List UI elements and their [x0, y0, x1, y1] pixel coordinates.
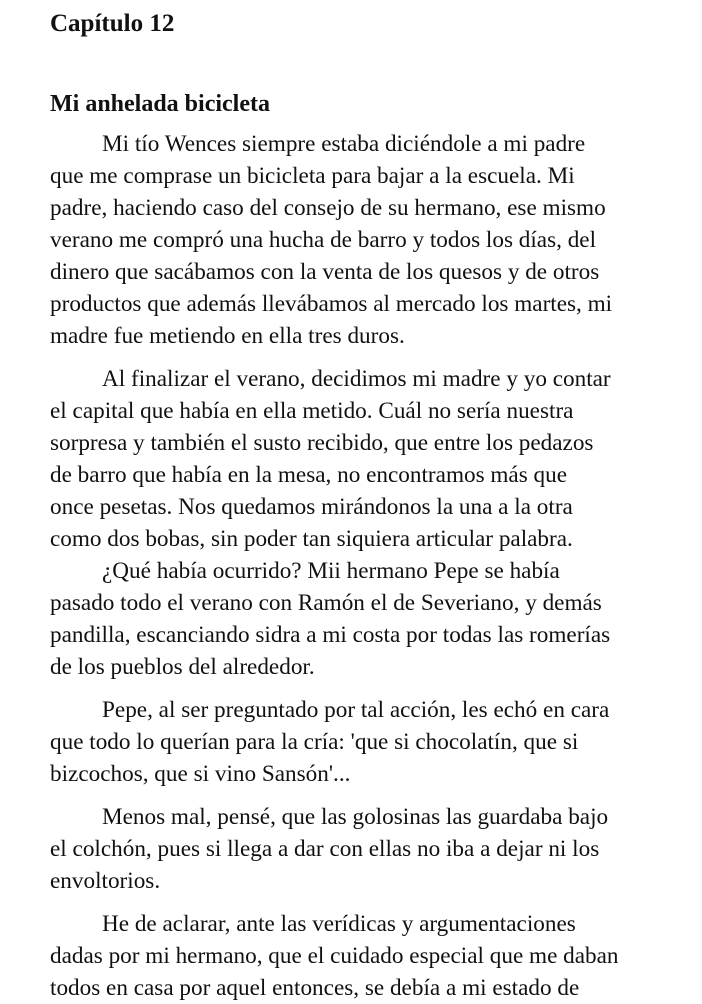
text-line: envoltorios.: [50, 868, 161, 894]
body-text: [50, 128, 660, 1004]
text-line: Menos mal, pensé, que las golosinas las guardaba bajo: [102, 804, 609, 830]
text-line: pandilla, escanciando sidra a mi costa por todas las romerías: [50, 622, 611, 648]
text-line: dadas por mi hermano, que el cuidado especial que me daban: [50, 943, 619, 969]
text-line: el capital que había en ella metido. Cuál no sería nuestra: [50, 398, 574, 424]
paragraph: [50, 363, 660, 555]
text-line: pasado todo el verano con Ramón el de Severiano, y demás: [50, 590, 602, 616]
text-line: dinero que sacábamos con la venta de los quesos y de otros: [50, 259, 600, 285]
text-line: de los pueblos del alrededor.: [50, 654, 315, 680]
text-line: padre, haciendo caso del consejo de su hermano, ese mismo: [50, 195, 606, 221]
text-line: productos que además llevábamos al mercado los martes, mi: [50, 291, 613, 317]
chapter-title: Capítulo 12: [50, 10, 175, 37]
paragraph: [50, 128, 660, 352]
text-line: madre fue metiendo en ella tres duros.: [50, 323, 405, 349]
text-line: verano me compró una hucha de barro y todos los días, del: [50, 227, 597, 253]
text-line: He de aclarar, ante las verídicas y argumentaciones: [102, 911, 576, 937]
text-line: Al finalizar el verano, decidimos mi madre y yo contar: [102, 366, 611, 392]
paragraph: [50, 555, 660, 683]
section-title: Mi anhelada bicicleta: [50, 91, 270, 117]
paragraph: [50, 694, 660, 790]
text-line: Mi tío Wences siempre estaba diciéndole a mi padre: [102, 131, 586, 157]
text-line: once pesetas. Nos quedamos mirándonos la una a la otra: [50, 494, 573, 520]
text-line: el colchón, pues si llega a dar con ellas no iba a dejar ni los: [50, 836, 600, 862]
text-line: que me comprase un bicicleta para bajar a la escuela. Mi: [50, 163, 575, 189]
text-line: ¿Qué había ocurrido? Mii hermano Pepe se había: [102, 558, 560, 584]
text-line: todos en casa por aquel entonces, se debía a mi estado de: [50, 975, 580, 1001]
text-line: que todo lo querían para la cría: 'que si chocolatín, que si: [50, 729, 579, 755]
text-line: bizcochos, que si vino Sansón'...: [50, 761, 351, 787]
text-line: Pepe, al ser preguntado por tal acción, les echó en cara: [102, 697, 610, 723]
text-line: sorpresa y también el susto recibido, que entre los pedazos: [50, 430, 594, 456]
text-line: como dos bobas, sin poder tan siquiera articular palabra.: [50, 526, 573, 552]
paragraph: [50, 801, 660, 897]
text-line: de barro que había en la mesa, no encontramos más que: [50, 462, 568, 488]
paragraph: [50, 908, 660, 1004]
